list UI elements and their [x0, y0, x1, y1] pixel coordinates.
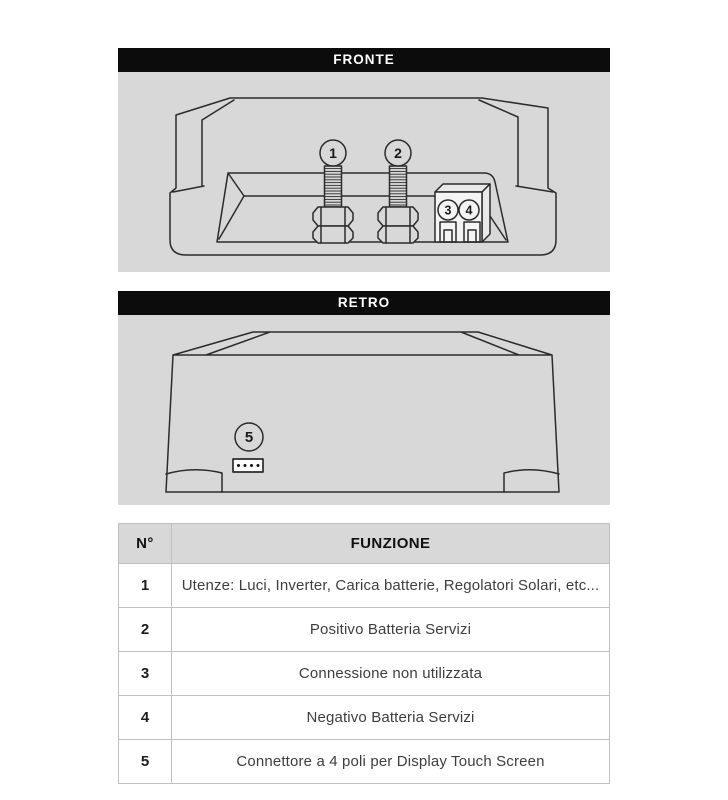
back-section-title: RETRO	[337, 295, 391, 310]
front-section-header	[118, 48, 610, 72]
callout-3-number: 3	[444, 203, 452, 218]
front-section-title: FRONTE	[333, 52, 395, 67]
terminal-block	[435, 184, 490, 242]
back-diagram-panel	[118, 315, 610, 505]
back-section	[118, 291, 610, 505]
table-header-row	[119, 524, 610, 564]
back-housing-outline	[166, 332, 559, 492]
page-content	[118, 48, 610, 784]
row-2-function: Positivo Batteria Servizi	[172, 608, 610, 652]
table-header-function: FUNZIONE	[172, 524, 610, 564]
table-row-2	[119, 608, 610, 652]
back-section-header	[118, 291, 610, 315]
callout-2-number: 2	[394, 145, 402, 161]
table-row-5	[119, 740, 610, 784]
row-3-number: 3	[119, 652, 172, 696]
row-3-function: Connessione non utilizzata	[172, 652, 610, 696]
back-feet	[166, 470, 559, 492]
row-4-function: Negativo Batteria Servizi	[172, 696, 610, 740]
table-row-1	[119, 564, 610, 608]
row-5-number: 5	[119, 740, 172, 784]
callout-5-number: 5	[244, 429, 254, 446]
back-device-diagram	[118, 315, 608, 505]
table-row-3	[119, 652, 610, 696]
table-header-num: N°	[119, 524, 172, 564]
row-2-number: 2	[119, 608, 172, 652]
row-1-number: 1	[119, 564, 172, 608]
bolt-terminal-2	[378, 166, 418, 243]
front-diagram-panel	[118, 72, 610, 272]
front-device-diagram	[118, 72, 608, 272]
row-1-function: Utenze: Luci, Inverter, Carica batterie, Regolatori Solari, etc...	[172, 564, 610, 608]
display-connector	[233, 459, 263, 472]
callout-4-number: 4	[465, 203, 473, 218]
row-4-number: 4	[119, 696, 172, 740]
bolt-terminal-1	[313, 166, 353, 243]
row-5-function: Connettore a 4 poli per Display Touch Screen	[172, 740, 610, 784]
front-section	[118, 48, 610, 272]
function-table	[118, 523, 610, 784]
table-row-4	[119, 696, 610, 740]
callout-1-number: 1	[329, 145, 337, 161]
